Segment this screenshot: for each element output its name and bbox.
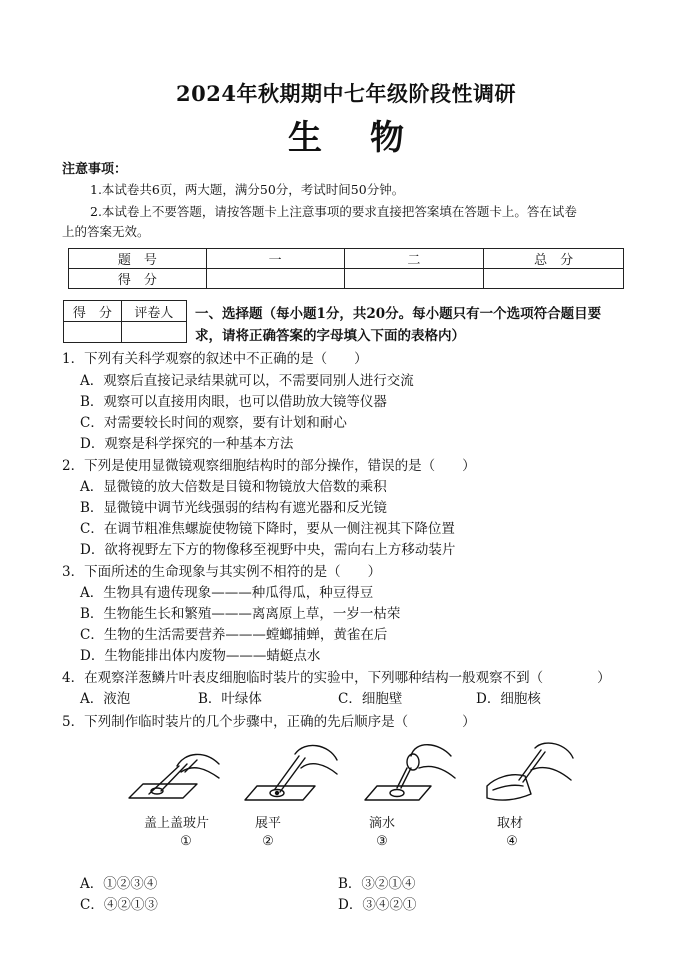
q2-option-a: A．显微镜的放大倍数是目镜和物镜放大倍数的乘积 bbox=[80, 479, 387, 495]
step-label-cover-slip: 盖上盖玻片 bbox=[144, 816, 210, 831]
step-label-flatten: 展平 bbox=[254, 816, 281, 831]
step-label-add-water: 滴水 bbox=[368, 816, 395, 831]
q3-option-b: B．生物能生长和繁殖———离离原上草，一岁一枯荣 bbox=[80, 606, 401, 622]
grader-score-label: 得 分 bbox=[64, 301, 122, 322]
score-table-cell bbox=[344, 269, 484, 289]
q4-option-a: A．液泡 bbox=[80, 691, 131, 707]
score-table-header-cell: 题 号 bbox=[69, 249, 207, 269]
q2-option-c: C．在调节粗准焦螺旋使物镜下降时，要从一侧注视其下降位置 bbox=[80, 521, 455, 537]
slide-procedure-figure bbox=[115, 742, 585, 812]
q5-option-b: B．③②①④ bbox=[338, 876, 416, 892]
question-4-stem: 4．在观察洋葱鳞片叶表皮细胞临时装片的实验中，下列哪种结构一般观察不到（ ） bbox=[62, 670, 611, 686]
q4-option-b: B．叶绿体 bbox=[198, 691, 262, 707]
score-table-header-cell: 一 bbox=[206, 249, 344, 269]
subject-title: 生物 bbox=[288, 118, 452, 158]
step-number-3: ③ bbox=[376, 834, 388, 849]
q2-option-d: D．欲将视野左下方的物像移至视野中央，需向右上方移动装片 bbox=[80, 542, 456, 558]
score-table bbox=[68, 248, 624, 289]
section-title-line-2: 求，请将正确答案的字母填入下面的表格内） bbox=[195, 328, 465, 344]
grader-table bbox=[63, 300, 187, 343]
score-table-header-cell: 二 bbox=[344, 249, 484, 269]
q5-option-a: A．①②③④ bbox=[80, 876, 158, 892]
q4-option-c: C．细胞壁 bbox=[338, 691, 403, 707]
score-table-cell bbox=[484, 269, 624, 289]
q1-option-a: A．观察后直接记录结果就可以，不需要同别人进行交流 bbox=[80, 373, 414, 389]
step-number-2: ② bbox=[262, 834, 274, 849]
exam-title: 2024年秋期期中七年级阶段性调研 bbox=[176, 81, 516, 106]
q3-option-a: A．生物具有遗传现象———种瓜得瓜，种豆得豆 bbox=[80, 585, 374, 601]
step-number-1: ① bbox=[180, 834, 192, 849]
notice-heading: 注意事项： bbox=[62, 162, 128, 177]
q5-option-c: C．④②①③ bbox=[80, 897, 158, 913]
q2-option-b: B．显微镜中调节光线强弱的结构有遮光器和反光镜 bbox=[80, 500, 387, 516]
notice-item-2-cont: 上的答案无效。 bbox=[62, 224, 150, 239]
notice-item-2: 2.本试卷上不要答题，请按答题卡上注意事项的要求直接把答案填在答题卡上。答在试卷 bbox=[90, 204, 577, 219]
q1-option-b: B．观察可以直接用肉眼，也可以借助放大镜等仪器 bbox=[80, 394, 387, 410]
step-label-take-material: 取材 bbox=[496, 816, 523, 831]
section-title-line-1: 一、选择题（每小题1分，共20分。每小题只有一个选项符合题目要 bbox=[195, 306, 602, 322]
grader-score-cell bbox=[64, 322, 122, 343]
q3-option-c: C．生物的生活需要营养———螳螂捕蝉，黄雀在后 bbox=[80, 627, 388, 643]
add-water-step-image bbox=[365, 745, 455, 800]
cover-slip-step-image bbox=[129, 754, 219, 798]
q4-option-d: D．细胞核 bbox=[476, 691, 541, 707]
notice-item-1: 1.本试卷共6页，两大题，满分50分，考试时间50分钟。 bbox=[90, 182, 405, 197]
step-number-4: ④ bbox=[506, 834, 518, 849]
q5-option-d: D．③④②① bbox=[338, 897, 417, 913]
score-table-cell: 得 分 bbox=[69, 269, 207, 289]
q1-option-d: D．观察是科学探究的一种基本方法 bbox=[80, 436, 294, 452]
score-table-cell bbox=[206, 269, 344, 289]
grader-label: 评卷人 bbox=[121, 301, 186, 322]
flatten-step-image bbox=[245, 745, 337, 800]
q3-option-d: D．生物能排出体内废物———蜻蜓点水 bbox=[80, 648, 321, 664]
question-5-stem: 5．下列制作临时装片的几个步骤中，正确的先后顺序是（ ） bbox=[62, 714, 476, 730]
question-3-stem: 3．下面所述的生命现象与其实例不相符的是（ ） bbox=[62, 564, 382, 580]
take-material-step-image bbox=[487, 743, 573, 800]
question-1-stem: 1．下列有关科学观察的叙述中不正确的是（ ） bbox=[62, 351, 368, 367]
grader-name-cell bbox=[121, 322, 186, 343]
q1-option-c: C．对需要较长时间的观察，要有计划和耐心 bbox=[80, 415, 347, 431]
score-table-header-cell: 总 分 bbox=[484, 249, 624, 269]
question-2-stem: 2．下列是使用显微镜观察细胞结构时的部分操作，错误的是（ ） bbox=[62, 458, 476, 474]
